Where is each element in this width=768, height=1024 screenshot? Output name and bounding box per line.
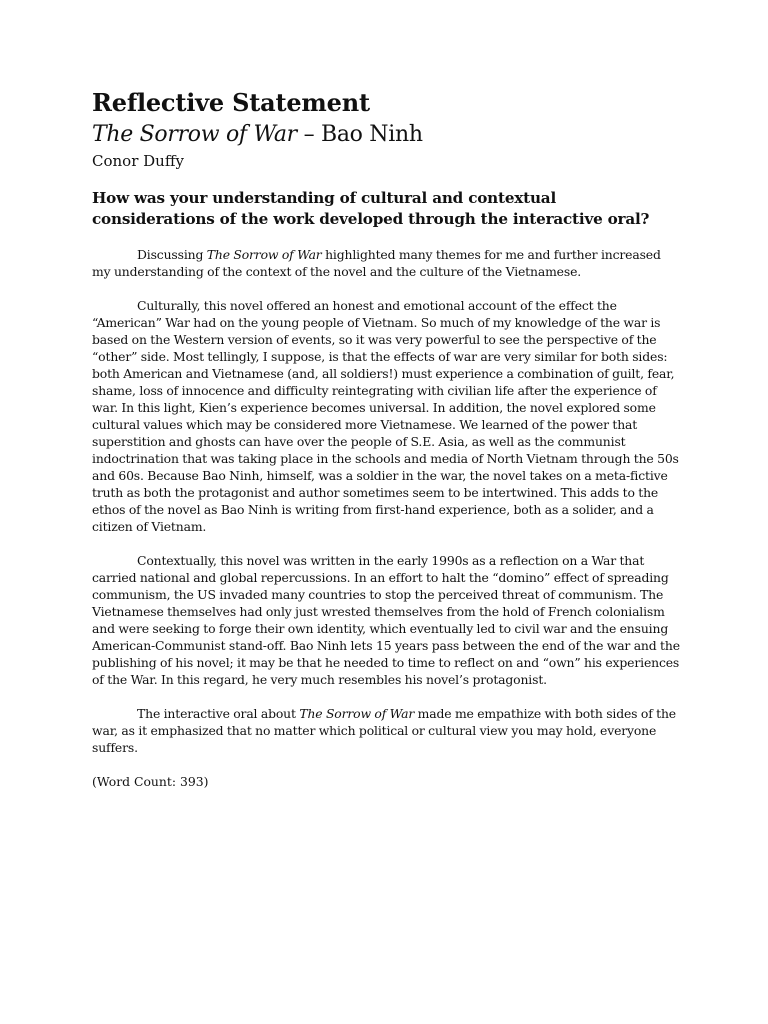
document-subtitle (92, 120, 682, 150)
p4-text-after: made me empathize with both sides of the war, as it emphasized that no matter which political or cultural view you may hold, everyone suffers. (92, 706, 676, 755)
prompt-question: How was your understanding of cultural and contextual considerations of the work developed through the interactive oral? (92, 189, 650, 228)
document-title: Reflective Statement (92, 88, 370, 117)
p4-work-title: The Sorrow of War (299, 706, 415, 721)
paragraph-1 (92, 246, 682, 280)
paragraph-2: Culturally, this novel offered an honest and emotional account of the effect the “American” War had on the young people of Vietnam. So much of my knowledge of the war is based on the Western version of events, so it was very powerful to see the perspective of the “other” side. Most tellingly, I suppose, is that the effects of war are very similar for both sides: both American and Vietnamese (and, all soldiers!) must experience a combination of guilt, fear, shame, loss of innocence and difficulty reintegrating with civilian life after the experience of war. In this light, Kien’s experience becomes universal. In addition, the novel explored some cultural values which may be considered more Vietnamese. We learned of the power that superstition and ghosts can have over the people of S.E. Asia, as well as the communist indoctrination that was taking place in the schools and media of North Vietnam through the 50s and 60s. Because Bao Ninh, himself, was a soldier in the war, the novel takes on a meta-fictive truth as both the protagonist and author sometimes seem to be intertwined. This adds to the ethos of the novel as Bao Ninh is writing from first-hand experience, both as a solider, and a citizen of Vietnam. (92, 298, 679, 534)
work-title: The Sorrow of War (92, 122, 297, 147)
p1-text-after: highlighted many themes for me and further increased my understanding of the context of the novel and the culture of the Vietnamese. (92, 247, 661, 279)
p4-text-before: The interactive oral about (137, 706, 300, 721)
document-page (92, 86, 682, 790)
student-name: Conor Duffy (92, 152, 184, 170)
word-count: (Word Count: 393) (92, 774, 209, 789)
paragraph-3: Contextually, this novel was written in the early 1990s as a reflection on a War that carried national and global repercussions. In an effort to halt the “domino” effect of spreading communism, the US invaded many countries to stop the perceived threat of communism. The Vietnamese themselves had only just wrested themselves from the hold of French colonialism and were seeking to forge their own identity, which eventually led to civil war and the ensuing American-Communist stand-off. Bao Ninh lets 15 years pass between the end of the war and the publishing of his novel; it may be that he needed to time to reflect on and “own” his experiences of the War. In this regard, he very much resembles his novel’s protagonist. (92, 553, 680, 687)
paragraph-4 (92, 705, 682, 756)
p1-text-before: Discussing (137, 247, 207, 262)
p1-work-title: The Sorrow of War (206, 247, 322, 262)
work-author: Bao Ninh (320, 122, 423, 147)
subtitle-separator: – (296, 122, 321, 147)
